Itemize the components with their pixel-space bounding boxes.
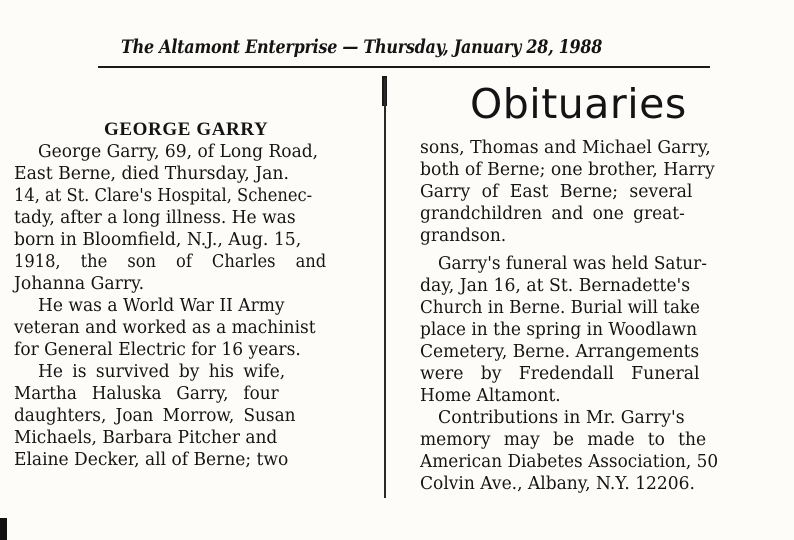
text-line: Cemetery, Berne. Arrangements — [420, 342, 700, 362]
text-line: daughters, Joan Morrow, Susan — [14, 406, 296, 426]
text-line: 14, at St. Clare's Hospital, Schenec- — [14, 186, 313, 206]
text-line: grandchildren and one great- — [420, 204, 685, 224]
text-line: Elaine Decker, all of Berne; two — [14, 450, 289, 470]
section-heading: Obituaries — [470, 80, 687, 128]
text-line: Colvin Ave., Albany, N.Y. 12206. — [420, 474, 695, 494]
text-line: Johanna Garry. — [14, 274, 145, 294]
text-line: sons, Thomas and Michael Garry, — [420, 138, 711, 158]
text-line: veteran and worked as a machinist — [14, 318, 316, 338]
text-line: Home Altamont. — [420, 386, 561, 406]
text-line: for General Electric for 16 years. — [14, 340, 301, 360]
text-line: 1918, the son of Charles and — [14, 252, 327, 272]
text-line: both of Berne; one brother, Harry — [420, 160, 715, 180]
text-line: Church in Berne. Burial will take — [420, 298, 700, 318]
text-line: place in the spring in Woodlawn — [420, 320, 698, 340]
text-line: Garry of East Berne; several — [420, 182, 693, 202]
text-line: memory may be made to the — [420, 430, 707, 450]
text-line: Martha Haluska Garry, four — [14, 384, 279, 404]
text-line: grandson. — [420, 226, 507, 246]
column-divider — [384, 78, 386, 498]
text-line: He was a World War II Army — [38, 296, 285, 316]
text-line: Contributions in Mr. Garry's — [438, 408, 685, 428]
text-line: Michaels, Barbara Pitcher and — [14, 428, 278, 448]
newspaper-masthead — [98, 34, 710, 68]
text-line: tady, after a long illness. He was — [14, 208, 296, 228]
text-line: George Garry, 69, of Long Road, — [38, 142, 319, 162]
text-line: Garry's funeral was held Satur- — [438, 254, 707, 274]
text-line: born in Bloomfield, N.J., Aug. 15, — [14, 230, 302, 250]
text-line: American Diabetes Association, 50 — [420, 452, 719, 472]
text-line: He is survived by his wife, — [38, 362, 286, 382]
masthead-title: The Altamont Enterprise — Thursday, January 28, 1988 — [121, 36, 603, 58]
scan-edge-mark — [0, 518, 7, 540]
obituary-name: GEORGE GARRY — [104, 119, 269, 140]
text-line: day, Jan 16, at St. Bernadette's — [420, 276, 691, 296]
text-line: East Berne, died Thursday, Jan. — [14, 164, 290, 184]
text-line: were by Fredendall Funeral — [420, 364, 700, 384]
